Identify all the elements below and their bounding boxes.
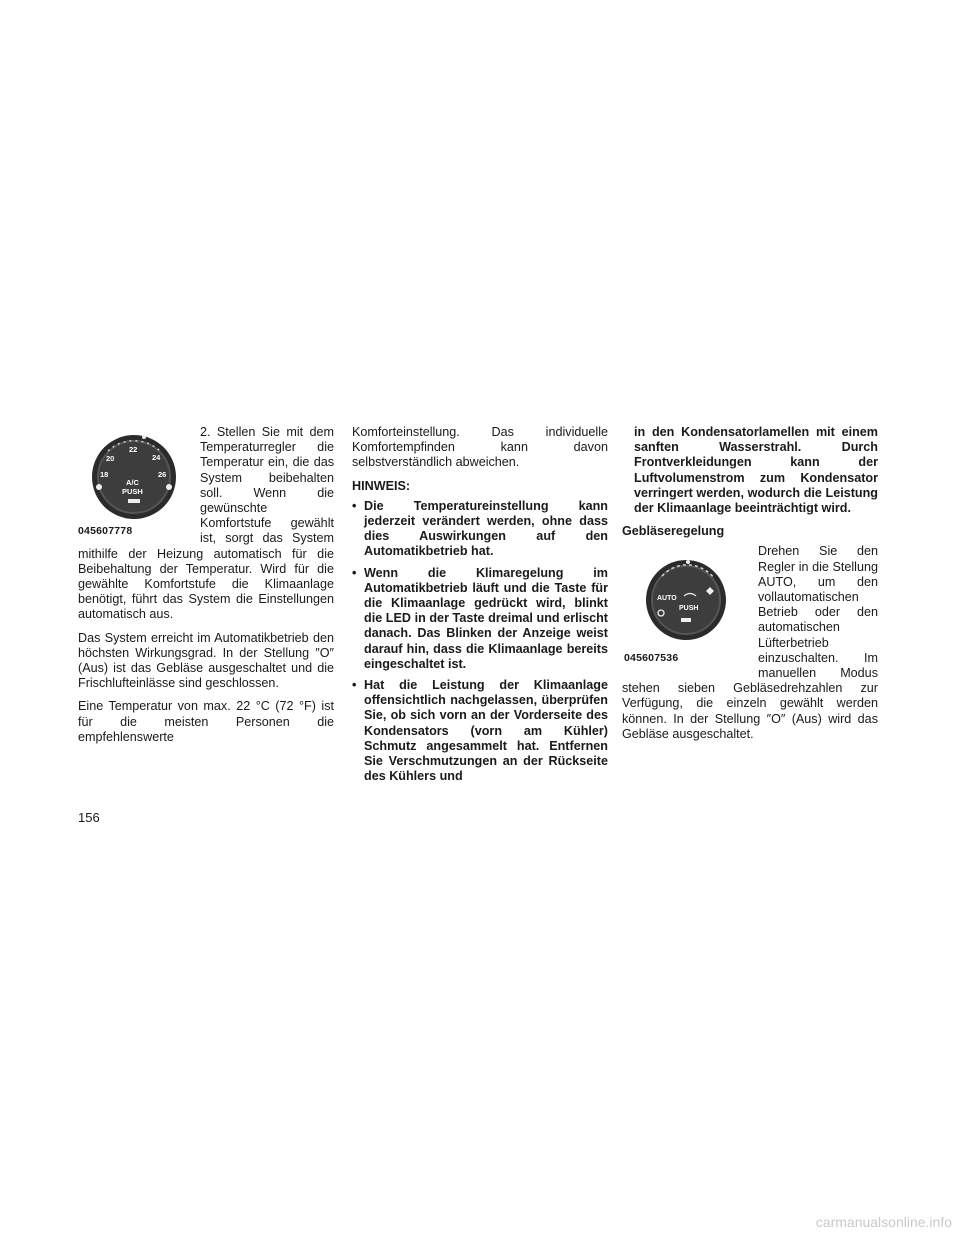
dial-number-18: 18 [100, 470, 109, 479]
dial-number-22: 22 [129, 445, 138, 454]
dial-label-push: PUSH [122, 487, 143, 496]
temperature-dial-image [78, 431, 190, 524]
dial-number-26: 26 [158, 470, 167, 479]
column-1 [78, 425, 334, 753]
figure-number-1: 045607778 [78, 525, 133, 537]
column-3 [622, 425, 878, 750]
dial-label-ac: A/C [126, 478, 139, 487]
figure-number-2: 045607536 [624, 652, 679, 665]
note-heading: HINWEIS: [352, 478, 411, 493]
dial-label-auto: AUTO [657, 595, 677, 603]
note-item: • Wenn die Klimaregelung im Automatikbetrieb läuft und die Taste für die Klimaanlage gedrückt wird, blinkt die LED in der Taste dreimal und erlischt danach. Das Blinken der Anzeige weist darauf hin, dass die Klimaanlage bereits eingeschaltet ist. [352, 566, 608, 672]
paragraph-automatic-efficiency: Das System erreicht im Automatikbetrieb den höchsten Wirkungsgrad. In der Stellung ″O″ (Aus) ist das Gebläse ausgeschaltet und die Frischlufteinlässe sind geschlossen. [78, 630, 334, 691]
paragraph-recommended-temperature: Eine Temperatur von max. 22 °C (72 °F) ist für die meisten Personen die empfehlenswerte [78, 699, 334, 744]
dial-label-push: PUSH [679, 605, 699, 613]
note-item: • Hat die Leistung der Klimaanlage offensichtlich nachgelassen, überprüfen Sie, ob sich vorn an der Vorderseite des Kondensators (vorn am Kühler) Schmutz angesammelt hat. Entfernen Sie Verschmutzungen an der Rückseite des Kühlers und [352, 678, 608, 784]
blower-dial-figure [622, 556, 750, 664]
note-item: • Die Temperatureinstellung kann jederzeit verändert werden, ohne dass dies Auswirkungen auf den Automatikbetrieb hat. [352, 499, 608, 560]
temperature-dial-figure [78, 431, 190, 537]
watermark: carmanualsonline.info [815, 1214, 952, 1230]
blower-dial-image [622, 556, 750, 648]
section-heading-blower: Gebläseregelung [622, 524, 725, 539]
dial-number-24: 24 [152, 453, 161, 462]
note-continuation: in den Kondensatorlamellen mit einem sanften Wasserstrahl. Durch Frontverkleidungen kann der Luftvolumenstrom zum Kondensator verringert werden, wodurch die Leistung der Klimaanlage beeinträchtigt wird. [634, 425, 878, 516]
paragraph-blower-control: Drehen Sie den Regler in die Stellung AUTO, um den vollautomatischen Betrieb oder den automatischen Lüfterbetrieb einzuschalten. Im manuellen Modus stehen sieben Gebläsedrehzahlen zur Verfügung, die einzeln gewählt werden können. In der Stellung ″O″ (Aus) wird das Gebläse ausgeschaltet. [622, 544, 878, 741]
column-2 [352, 425, 608, 790]
dial-number-20: 20 [106, 454, 115, 463]
paragraph-set-temperature: 2. Stellen Sie mit dem Temperaturregler die Temperatur ein, die das System beibehalten soll. Wenn die gewünschte Komfortstufe gewählt ist, sorgt das System mithilfe der Heizung automatisch für die Beibehaltung der Temperatur. Wird für die gewählte Komfortstufe die Klimaanlage benötigt, führt das System die Einstellungen automatisch aus. [78, 425, 334, 622]
page-number: 156 [78, 810, 100, 825]
paragraph-comfort-setting: Komforteinstellung. Das individuelle Komfortempfinden kann davon selbstverständlich abweichen. [352, 425, 608, 470]
note-list [352, 499, 608, 785]
